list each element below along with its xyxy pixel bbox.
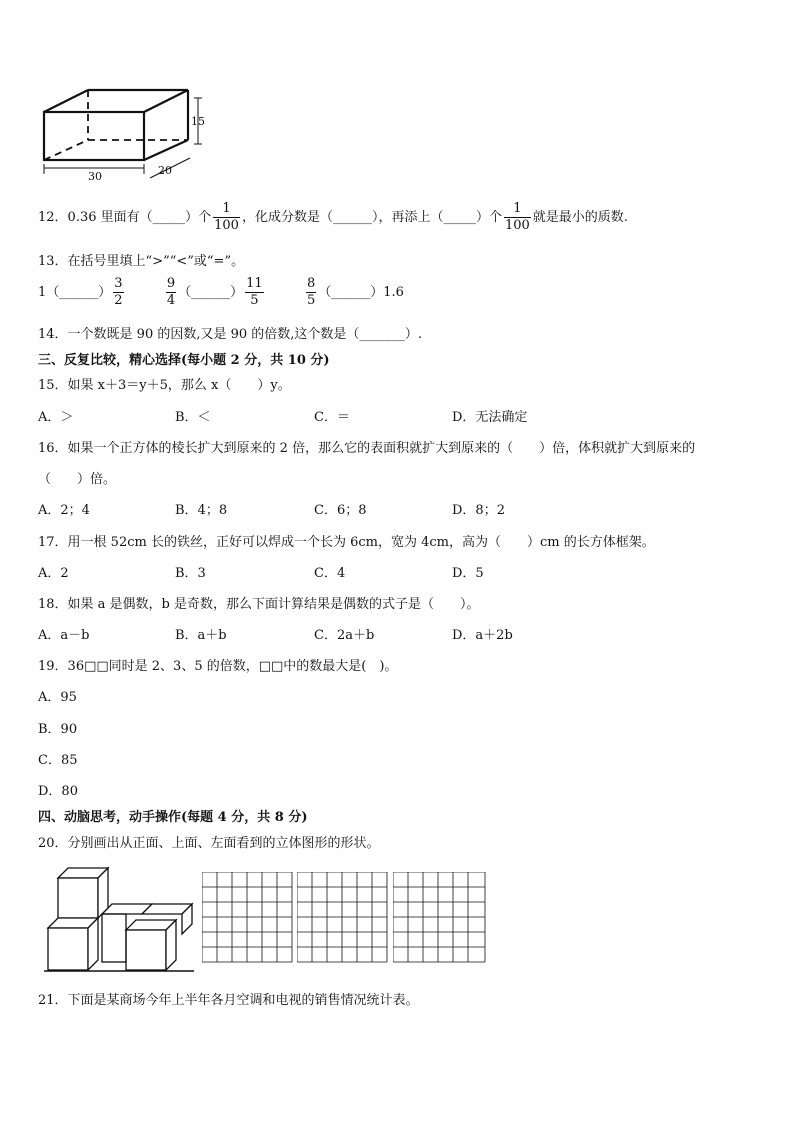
- drawing-grid-left[interactable]: [393, 872, 487, 964]
- cuboid-height-label: 15: [191, 115, 205, 128]
- question-21: 21．下面是某商场今年上半年各月空调和电视的销售情况统计表。: [38, 993, 419, 1008]
- q18-option-c[interactable]: C．2a＋b: [314, 628, 375, 643]
- section-3-title: 三、反复比较，精心选择(每小题 2 分，共 10 分): [38, 353, 330, 368]
- q13-c3-fraction: [306, 276, 316, 309]
- q13-c2-fraction-b: [245, 276, 264, 309]
- q19-option-b[interactable]: B．90: [38, 722, 78, 737]
- q13-c2-mid: （______）: [178, 285, 244, 300]
- q16-option-b[interactable]: B．4；8: [175, 503, 228, 518]
- q12-frac1-num: 1: [213, 201, 240, 218]
- question-20: 20．分别画出从正面、上面、左面看到的立体图形的形状。: [38, 836, 380, 851]
- q12-text-2: ，化成分数是（______），再添上（_____）个: [241, 210, 502, 225]
- q12-fraction-2: [504, 201, 531, 234]
- question-13-stem: 13．在括号里填上“>”“<”或“=”。: [38, 254, 245, 269]
- q12-text-3: 就是最小的质数.: [532, 210, 628, 225]
- q19-option-d[interactable]: D．80: [38, 784, 78, 799]
- cuboid-width-label: 20: [158, 164, 172, 177]
- q17-option-b[interactable]: B．3: [175, 566, 206, 581]
- q13-c3-right: （______）1.6: [318, 285, 404, 300]
- q12-text-1: 12．0.36 里面有（_____）个: [38, 210, 212, 225]
- q19-option-a[interactable]: A．95: [38, 690, 77, 705]
- q13-c1-num: 3: [114, 276, 123, 291]
- question-15: 15．如果 x＋3＝y＋5，那么 x（ ）y。: [38, 378, 291, 393]
- q12-frac1-den: 100: [214, 218, 239, 233]
- q13-c1-left: 1（______）: [38, 285, 112, 300]
- question-18: 18．如果 a 是偶数，b 是奇数，那么下面计算结果是偶数的式子是（ ）。: [38, 597, 480, 612]
- q13-c2-fraction-a: [166, 276, 176, 309]
- q15-option-b[interactable]: B．＜: [175, 410, 211, 425]
- q13-c2a-num: 9: [166, 276, 176, 291]
- q16-option-d[interactable]: D．8；2: [452, 503, 505, 518]
- q18-option-b[interactable]: B．a＋b: [175, 628, 227, 643]
- q13-c2b-num: 11: [246, 276, 263, 291]
- q16-option-a[interactable]: A．2；4: [38, 503, 90, 518]
- q17-option-a[interactable]: A．2: [38, 566, 69, 581]
- q13-c2b-den: 5: [250, 293, 259, 308]
- q17-option-c[interactable]: C．4: [314, 566, 346, 581]
- cubes-figure: [44, 866, 194, 974]
- question-12: [38, 201, 628, 234]
- q13-c1-den: 2: [114, 293, 123, 308]
- cuboid-figure: [36, 86, 216, 186]
- q16-option-c[interactable]: C．6；8: [314, 503, 367, 518]
- q13-c3-den: 5: [306, 293, 316, 308]
- q15-option-a[interactable]: A．＞: [38, 410, 74, 425]
- q12-fraction-1: [213, 201, 240, 234]
- q18-option-a[interactable]: A．a－b: [38, 628, 90, 643]
- question-17: 17．用一根 52cm 长的铁丝，正好可以焊成一个长为 6cm，宽为 4cm，高为（ ）cm 的长方体框架。: [38, 535, 655, 550]
- question-19: 19．36□□同时是 2、3、5 的倍数，□□中的数最大是( )。: [38, 659, 398, 674]
- q15-option-d[interactable]: D．无法确定: [452, 410, 528, 425]
- question-16-line-1: 16．如果一个正方体的棱长扩大到原来的 2 倍，那么它的表面积就扩大到原来的（ ）倍，体积就扩大到原来的: [38, 441, 696, 456]
- q18-option-d[interactable]: D．a＋2b: [452, 628, 513, 643]
- question-13-comparisons: [38, 276, 404, 309]
- q15-option-c[interactable]: C．＝: [314, 410, 350, 425]
- q13-c2a-den: 4: [166, 293, 176, 308]
- q19-option-c[interactable]: C．85: [38, 753, 78, 768]
- section-4-title: 四、动脑思考，动手操作(每题 4 分，共 8 分): [38, 810, 308, 825]
- q17-option-d[interactable]: D．5: [452, 566, 484, 581]
- cuboid-length-label: 30: [88, 170, 102, 183]
- drawing-grid-front[interactable]: [202, 872, 294, 964]
- q13-c1-fraction: [113, 276, 123, 309]
- q12-frac2-num: 1: [504, 201, 531, 218]
- question-16-line-2: （ ）倍。: [38, 472, 117, 487]
- q12-frac2-den: 100: [504, 218, 530, 233]
- q13-c3-num: 8: [306, 276, 316, 291]
- question-14: 14．一个数既是 90 的因数,又是 90 的倍数,这个数是（_______）.: [38, 327, 423, 342]
- drawing-grid-top[interactable]: [297, 872, 389, 964]
